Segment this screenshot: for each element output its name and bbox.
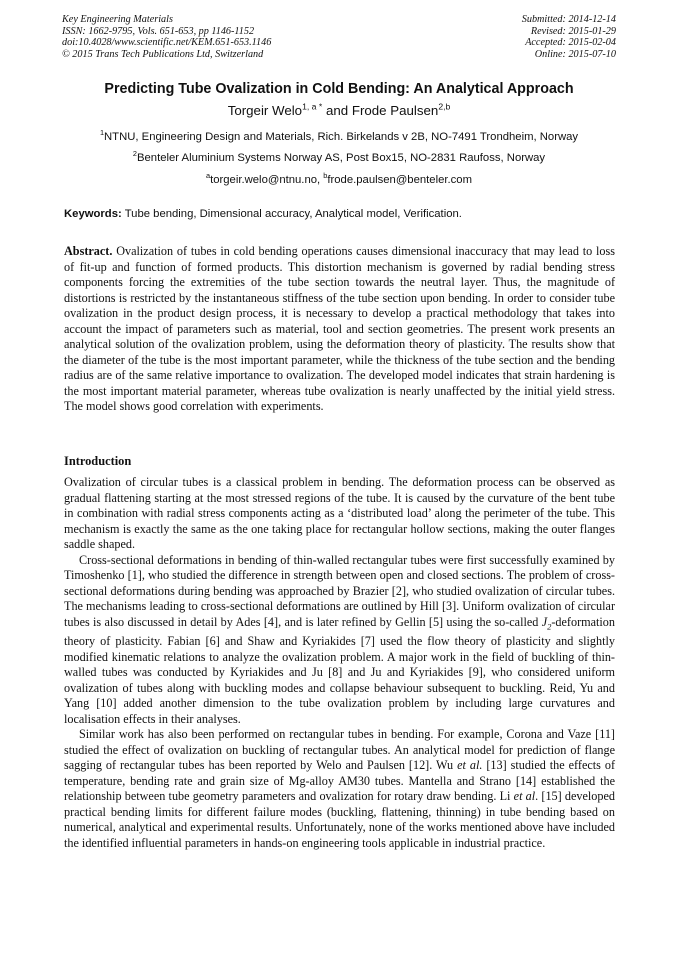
date-accepted: Accepted: 2015-02-04 <box>525 37 616 48</box>
intro-p3-etal-2: et al <box>513 789 536 804</box>
intro-paragraph-2 <box>64 553 615 728</box>
keywords-text: Tube bending, Dimensional accuracy, Analytical model, Verification. <box>121 208 462 220</box>
intro-p2-sub: 2 <box>547 620 552 631</box>
intro-p2-j: J <box>541 614 548 629</box>
date-online: Online: 2015-07-10 <box>534 48 616 60</box>
keywords-label: Keywords: <box>64 208 122 220</box>
journal-copyright: © 2015 Trans Tech Publications Ltd, Switzerland <box>62 48 264 60</box>
intro-paragraph-1: Ovalization of circular tubes is a classical problem in bending. The deformation process can be observed as gradual flattening starting at the most stressed regions of the tube. It is caused by the curvature of the bent tube in combination with radial stress components acting as a ‘distributed load’ along the perimeter of the tube. This mechanism is exactly the same as the one taking place for rectangular hollow sections, making the outer flanges saddle shaped. <box>64 475 615 551</box>
author-1-sup: 1, a * <box>302 101 323 112</box>
email-b-sup: b <box>323 171 328 181</box>
aff-2-text: Benteler Aluminium Systems Norway AS, Post Box15, NO-2831 Raufoss, Norway <box>136 152 546 164</box>
aff-1-text: NTNU, Engineering Design and Materials, Rich. Birkelands v 2B, NO-7491 Trondheim, Norway <box>104 131 579 143</box>
journal-issn: ISSN: 1662-9795, Vols. 651-653, pp 1146-1152 <box>62 25 255 37</box>
journal-name: Key Engineering Materials <box>62 14 173 25</box>
intro-p3-part-c: . [15] developed practical bending limits for different failure modes (buckling, flattening, thinning) in tube bending based on numerical, analytical and experimental results. Unfortunately, none of the works mentioned above have included the identified influential parameters in hands-on engineering tools applicable in industrial practice. <box>64 789 615 850</box>
author-line <box>40 103 638 118</box>
paper-title: Predicting Tube Ovalization in Cold Bending: An Analytical Approach <box>104 81 574 97</box>
author-and: and <box>325 103 349 118</box>
date-revised: Revised: 2015-01-29 <box>530 25 616 37</box>
journal-doi[interactable]: doi:10.4028/www.scientific.net/KEM.651-653.1146 <box>62 37 272 48</box>
email-a-sup: a <box>206 171 211 181</box>
author-1: Torgeir Welo <box>227 103 303 118</box>
author-emails <box>40 171 638 186</box>
affiliation-1 <box>40 128 638 143</box>
abstract <box>64 244 615 415</box>
author-2-sup: 2,b <box>438 101 451 112</box>
keywords <box>64 208 616 220</box>
journal-info <box>62 14 271 60</box>
intro-paragraph-3 <box>64 727 615 851</box>
intro-p3-part-a: Similar work has also been performed on rectangular tubes in bending. For example, Corona and Vaze [11] studied the effect of ovalization on buckling of rectangular tubes. An analytical model for prediction of flange sagging of rectangular tubes has been reported by Welo and Paulsen [12]. Wu <box>64 727 615 773</box>
aff-2-sup: 2 <box>132 149 137 159</box>
aff-1-sup: 1 <box>99 128 105 138</box>
intro-p3-part-b: [13] studied the effects of temperature, bending rate and grain size of Mg-alloy AM30 tubes. Mantella and Strano [14] established the relationship between tube geometry parameters and ovalization for rotary draw bending. Li <box>64 758 616 804</box>
introduction-heading: Introduction <box>64 454 132 468</box>
email-b[interactable]: frode.paulsen@benteler.com <box>327 174 472 186</box>
intro-p2-part-a: Cross-sectional deformations in bending of thin-walled rectangular tubes were first successfully examined by Timoshenko [1], who studied the difference in strength between open and closed sections. The problem of cross-sectional deformations during bending was approached by Brazier [2], who studied ovalization of circular tubes. The mechanisms leading to cross-sectional deformations are outlined by Hill [3]. Uniform ovalization of circular tubes is also discussed in detail by Ades [4], and is later refined by Gellin [5] using the so-called <box>64 552 615 629</box>
affiliation-2 <box>40 149 638 164</box>
submission-dates <box>522 14 616 60</box>
email-a[interactable]: torgeir.welo@ntnu.no, <box>210 174 324 186</box>
abstract-label: Abstract. <box>64 244 113 258</box>
introduction-body <box>64 475 615 851</box>
date-submitted: Submitted: 2014-12-14 <box>521 14 616 25</box>
author-2: Frode Paulsen <box>351 103 439 118</box>
intro-p2-part-b: -deformation theory of plasticity. Fabian [6] and Shaw and Kyriakides [7] used the flow theory of plasticity and slightly modified kinematic relations to analyze the ovalization problem. A major work in the field of buckling of thin-walled tubes was conducted by Kyriakides and Ju [8] and Ju and Kyriakides [9], who considered uniform ovalization of tubes along with buckling modes and collapse behaviour subsequent to buckling. Reid, Yu and Yang [10] added another dimension to the tube ovalization problem by including large curvatures and localisation effects in their analyses. <box>64 614 615 726</box>
intro-p3-etal-1: et al. <box>457 758 483 773</box>
abstract-text: Ovalization of tubes in cold bending operations causes dimensional inaccuracy that may lead to loss of fit-up and function of formed products. This distortion mechanism is governed by radial bending stress components forcing the extremities of the tube section towards the neutral layer. Thus, the magnitude of distortions is restricted by the instantaneous stiffness of the tube section upon bending. In order to consider tube ovalization in the product design process, it is necessary to develop a practical methodology that takes into account the impact of parameters such as material, tool and section geometries. The present work presents an analytical solution of the ovalization problem, using the deformation theory of plasticity. The results show that the diameter of the tube is the most important parameter, while the thickness of the tube section and the bending radius are of the same relative importance to ovalization. The developed model indicates that strain hardening is the most important material parameter, whereas tube ovalization is nearly unaffected by the initial yield stress. The model shows good correlation with experiments. <box>64 244 615 413</box>
